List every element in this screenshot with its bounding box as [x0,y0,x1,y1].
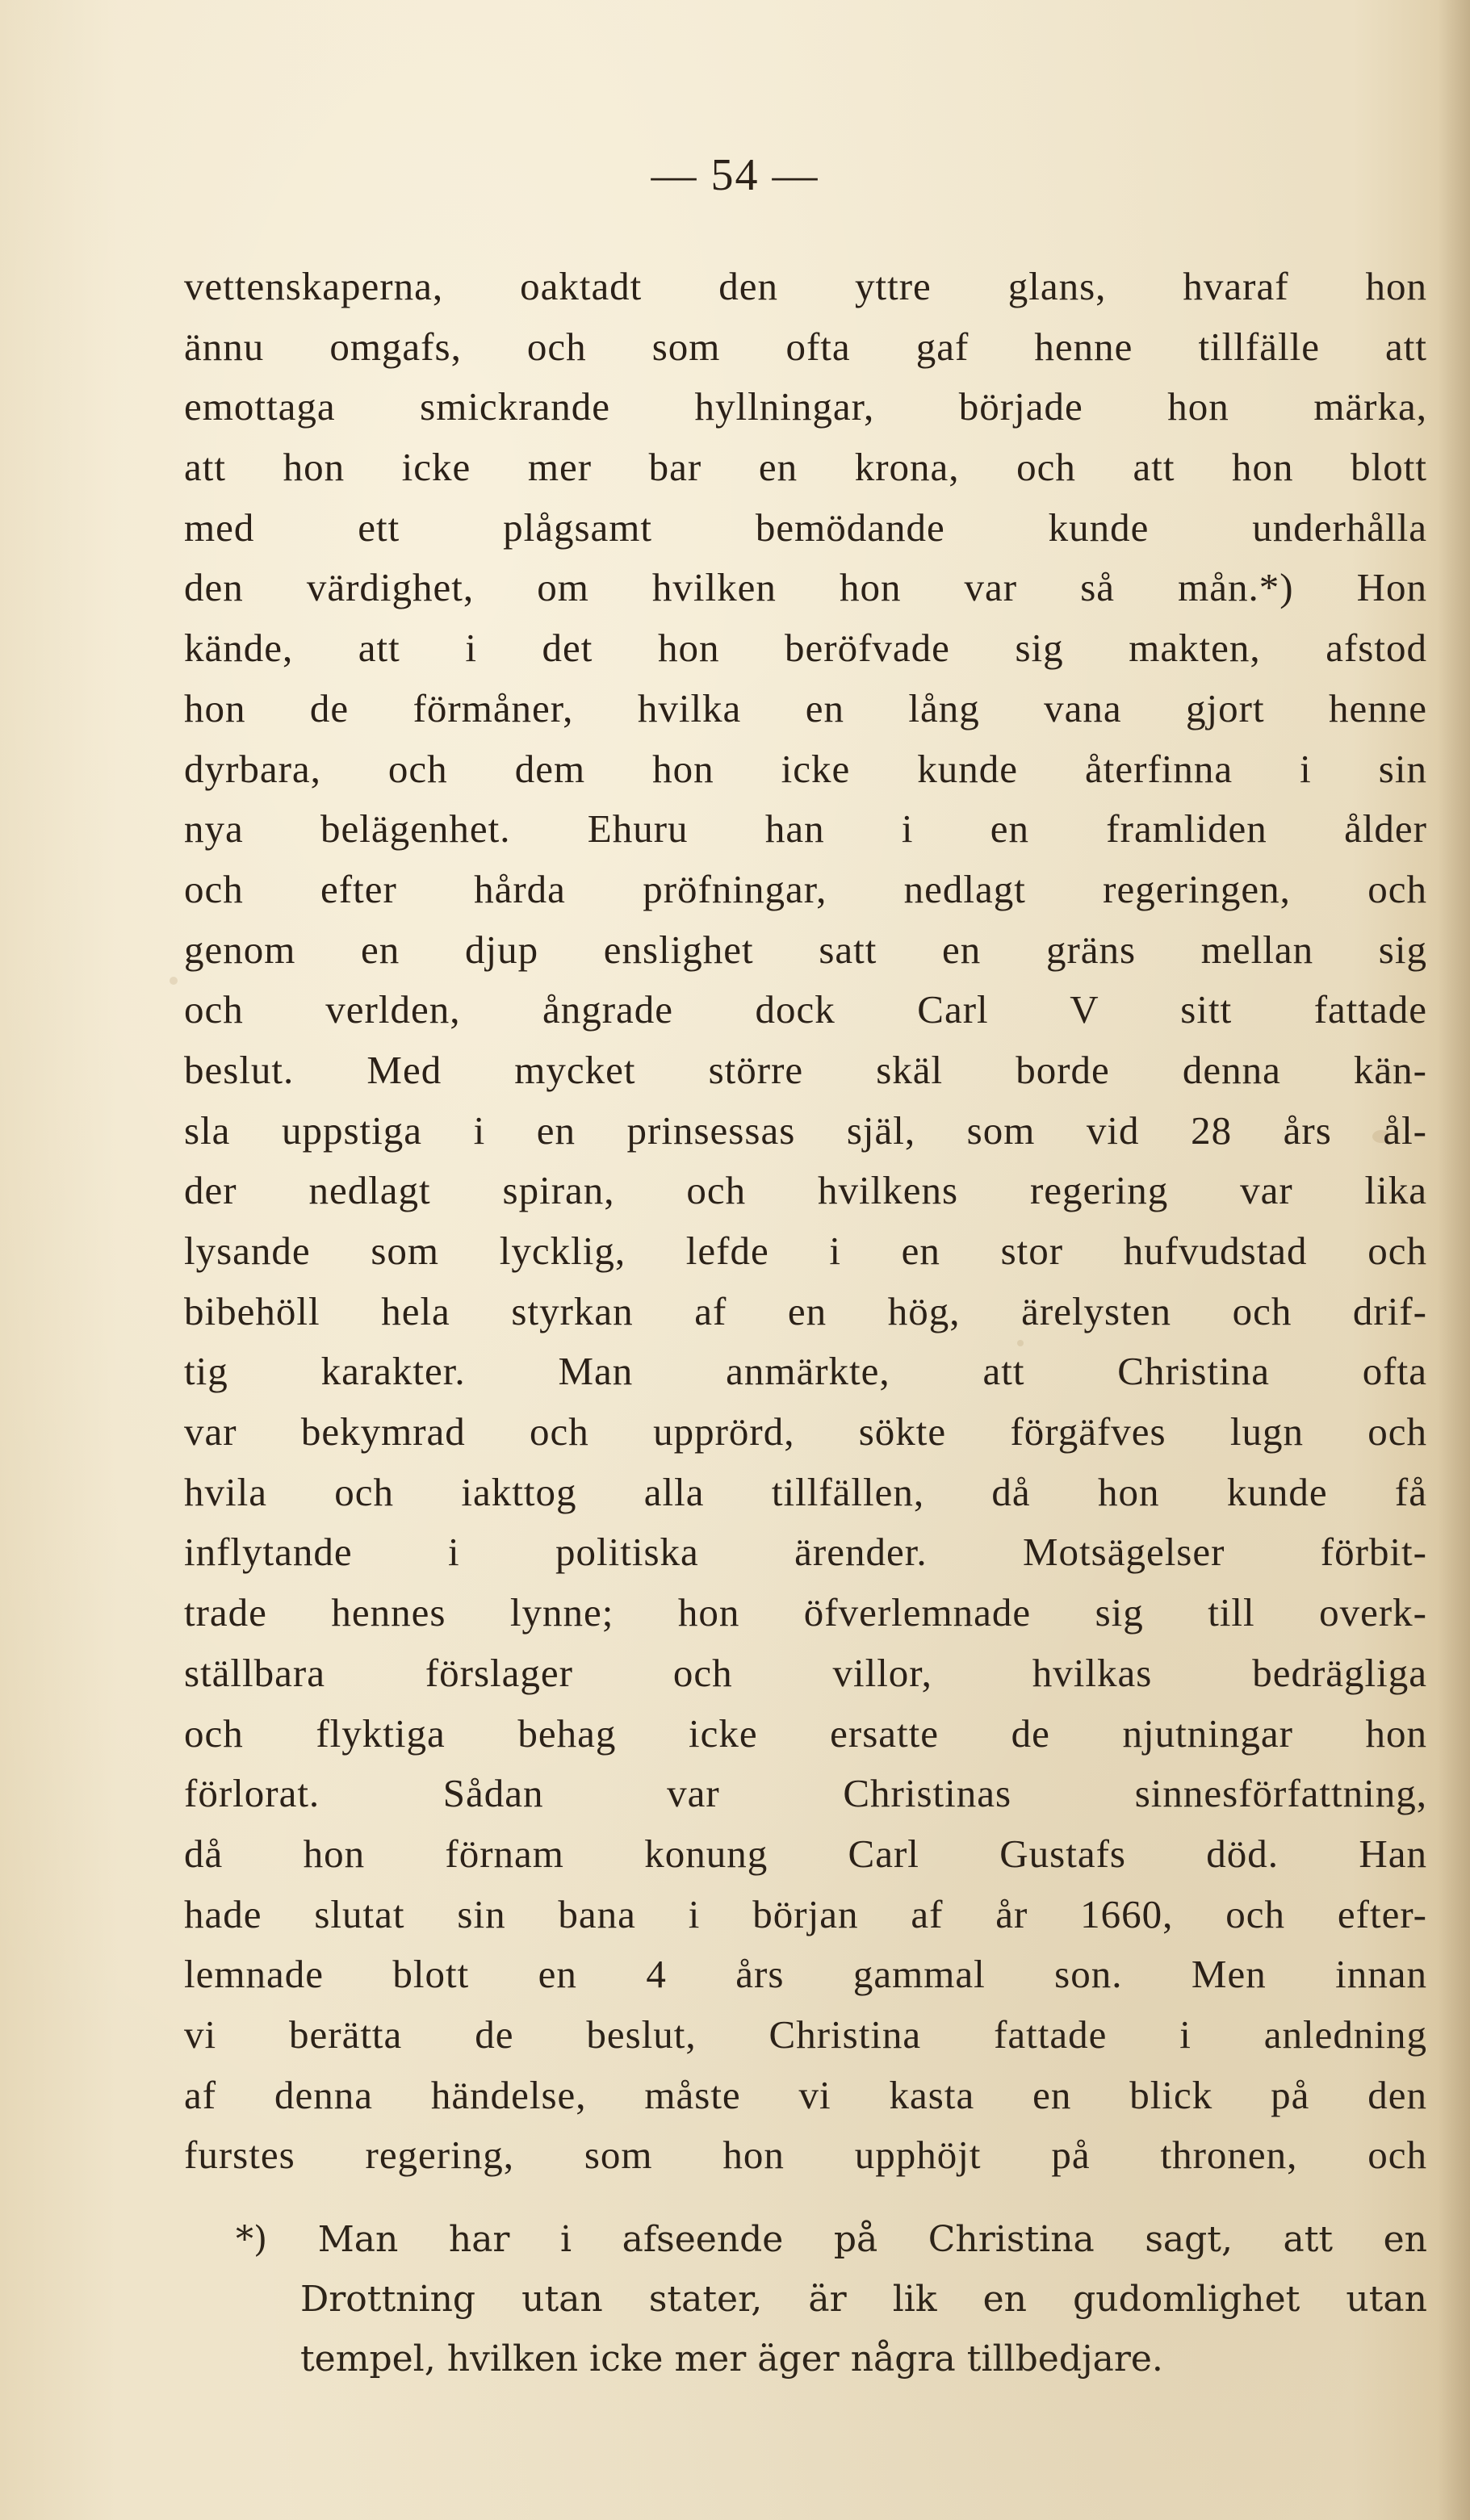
text-line: då hon förnam konung Carl Gustafs död. Han [184,1831,1427,1876]
footnote-line: *) Man har i afseende på Christina sagt, att en [236,2219,1427,2260]
footnote [236,2210,1427,2389]
text-line: sla uppstiga i en prinsessas själ, som vid 28 års ål- [184,1107,1427,1153]
page-edge-shadow [1438,0,1470,2520]
text-line: genom en djup enslighet satt en gräns mellan sig [184,927,1427,972]
text-line: och efter hårda pröfningar, nedlagt regeringen, och [184,866,1427,911]
text-line: ännu omgafs, och som ofta gaf henne tillfälle att [184,324,1427,369]
text-line: förlorat. Sådan var Christinas sinnesförfattning, [184,1771,1427,1816]
text-line: bibehöll hela styrkan af en hög, ärelysten och drif- [184,1288,1427,1333]
text-line: lemnade blott en 4 års gammal son. Men innan [184,1952,1427,1997]
text-line: vettenskaperna, oaktadt den yttre glans, hvaraf hon [184,264,1427,308]
text-line: var bekymrad och upprörd, sökte förgäfves lugn och [184,1409,1427,1455]
text-line: hade slutat sin bana i början af år 1660, och efter- [184,1891,1427,1936]
footnote-line: Drottning utan stater, är lik en gudomlighet utan [300,2279,1427,2320]
text-line: med ett plågsamt bemödande kunde underhålla [184,504,1427,550]
text-line: att hon icke mer bar en krona, och att hon blott [184,445,1427,490]
text-line: furstes regering, som hon upphöjt på thronen, och [184,2133,1427,2178]
text-line: och flyktiga behag icke ersatte de njutningar hon [184,1710,1427,1756]
page-number: — 54 — [651,150,819,200]
footnote-line: tempel, hvilken icke mer äger några tillbedjare. [300,2338,1163,2380]
text-line: den värdighet, om hvilken hon var så mån.*) Hon [184,565,1427,610]
text-line: hvila och iakttog alla tillfällen, då hon kunde få [184,1469,1427,1514]
text-line: inflytande i politiska ärender. Motsägelser förbit- [184,1530,1427,1575]
paper-spot [170,977,178,985]
text-line: lysande som lycklig, lefde i en stor hufvudstad och [184,1229,1427,1273]
text-line: der nedlagt spiran, och hvilkens regering var lika [184,1168,1427,1213]
text-line: och verlden, ångrade dock Carl V sitt fattade [184,987,1427,1032]
text-line: dyrbara, och dem hon icke kunde återfinna i sin [184,746,1427,791]
text-line: trade hennes lynne; hon öfverlemnade sig till overk- [184,1590,1427,1635]
text-line: kände, att i det hon beröfvade sig makten, afstod [184,626,1427,671]
text-line: hon de förmåner, hvilka en lång vana gjort henne [184,685,1427,730]
text-line: emottaga smickrande hyllningar, började hon märka, [184,384,1427,429]
text-line: ställbara förslager och villor, hvilkas bedrägliga [184,1650,1427,1695]
text-line: nya belägenhet. Ehuru han i en framliden ålder [184,806,1427,852]
text-line: af denna händelse, måste vi kasta en blick på den [184,2072,1427,2117]
text-line: beslut. Med mycket större skäl borde denna kän- [184,1047,1427,1092]
body-text [184,257,1427,2186]
text-line: vi berätta de beslut, Christina fattade i anledning [184,2011,1427,2057]
text-line: tig karakter. Man anmärkte, att Christina ofta [184,1349,1427,1394]
